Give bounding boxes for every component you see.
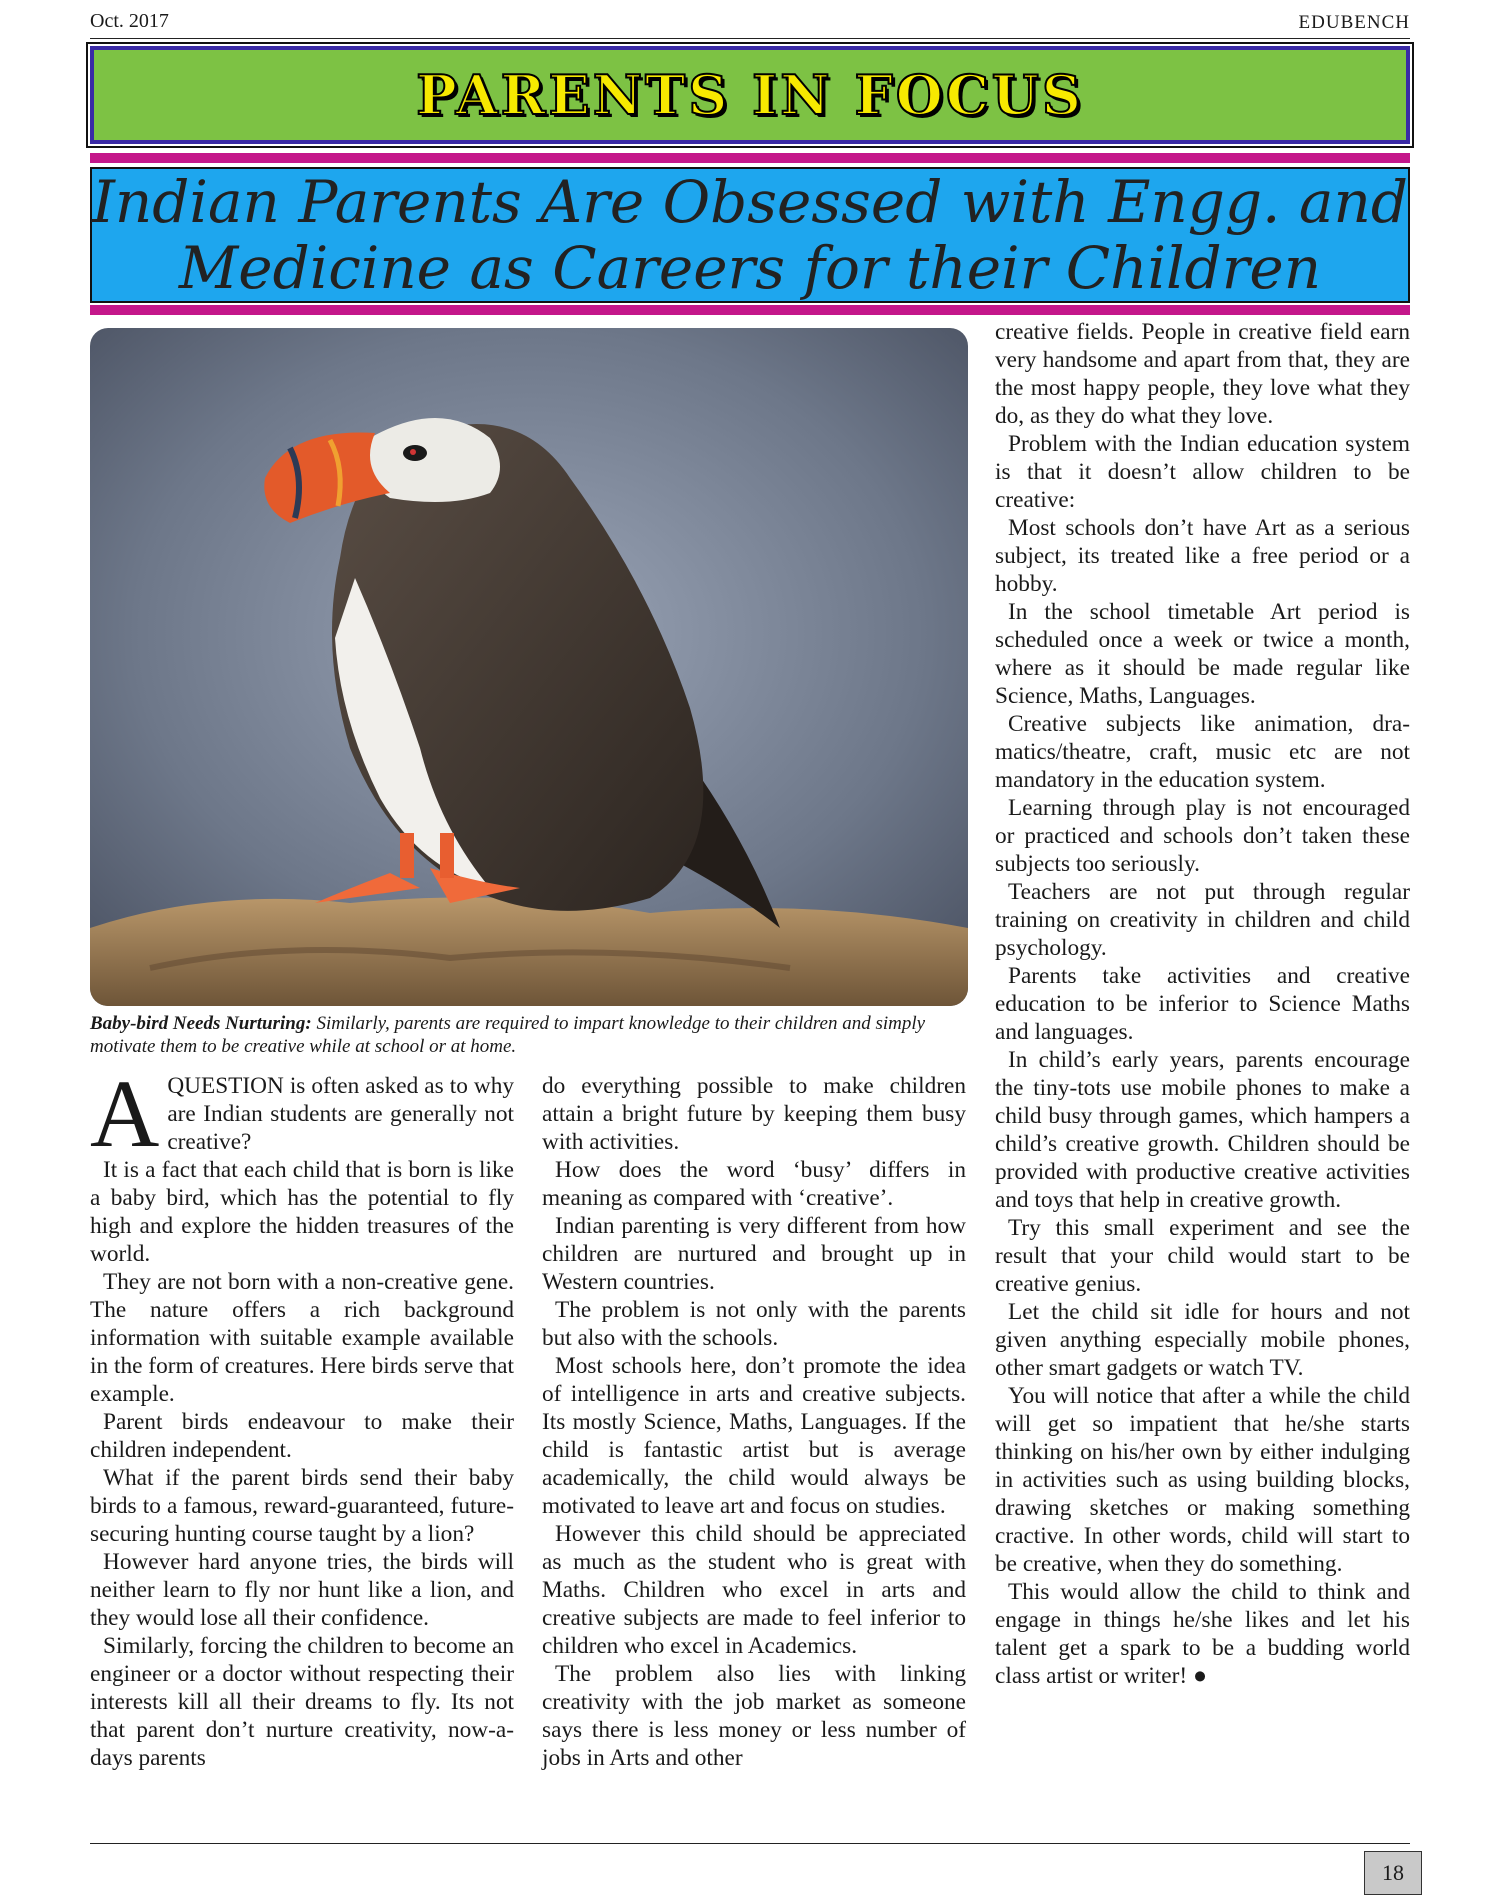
paragraph: This would allow the child to think and engage in things he/she likes and let his talent get a spark to be a budding world class artist or writer! ●	[995, 1579, 1410, 1689]
paragraph: They are not born with a non-creative gene. The nature offers a rich background information with suitable example available in the form of creatures. Here birds serve that example.	[90, 1269, 514, 1407]
paragraph: It is a fact that each child that is born is like a baby bird, which has the potential to fly high and explore the hidden treasures of the world.	[90, 1157, 514, 1267]
caption-lead: Baby-bird Needs Nurturing:	[90, 1013, 312, 1034]
paragraph: do everything possible to make children attain a bright future by keeping them busy with activities.	[542, 1073, 966, 1155]
caption-text: Similarly, parents are required to impart knowledge to their children and simply motivate them to be creative while at school or at home.	[90, 1013, 926, 1057]
headline-box	[90, 167, 1410, 303]
puffin-photo	[90, 328, 968, 1006]
article-column-2	[542, 1072, 966, 1772]
issue-date: Oct. 2017	[90, 10, 169, 32]
section-title: PARENTS IN FOCUS	[416, 63, 1084, 127]
paragraph: In child’s early years, parents encourage the tiny-tots use mobile phones to make a child busy through games, which hampers a child’s creative growth. Children should be provided with productive creative activities and toys that help in creative growth.	[995, 1047, 1410, 1213]
paragraph: Try this small experiment and see the result that your child would start to be creative genius.	[995, 1215, 1410, 1297]
photo-caption	[90, 1012, 970, 1058]
article-column-3	[995, 318, 1410, 1690]
paragraph: Let the child sit idle for hours and not given anything especially mobile phones, other smart gadgets or watch TV.	[995, 1299, 1410, 1381]
paragraph: creative fields. People in creative field earn very handsome and apart from that, they are the most happy people, they love what they do, as they do what they love.	[995, 319, 1410, 429]
paragraph: Learning through play is not encouraged or practiced and schools don’t taken these subjects too seriously.	[995, 795, 1410, 877]
paragraph: Creative subjects like animation, dramatics/theatre, craft, music etc are not mandatory in the education system.	[995, 711, 1410, 793]
paragraph: In the school timetable Art period is scheduled once a week or twice a month, where as it should be made regular like Science, Maths, Languages.	[995, 599, 1410, 709]
paragraph: You will notice that after a while the child will get so impatient that he/she starts thinking on his/her own by either indulging in activities such as using building blocks, drawing sketches or making something cractive. In other words, child will start to be creative, when they do something.	[995, 1383, 1410, 1577]
paragraph: However hard anyone tries, the birds will neither learn to fly nor hunt like a lion, and they would lose all their confidence.	[90, 1549, 514, 1631]
footer-divider	[90, 1843, 1410, 1844]
paragraph: Parent birds endeavour to make their children independent.	[90, 1409, 514, 1463]
publication-name: EDUBENCH	[1298, 12, 1410, 33]
paragraph: The problem is not only with the parents but also with the schools.	[542, 1297, 966, 1351]
paragraph: Most schools here, don’t promote the idea of intelligence in arts and creative subjects. Its mostly Science, Maths, Languages. If the child is fantastic artist but is average academically, the child would always be motivated to leave art and focus on studies.	[542, 1353, 966, 1519]
section-banner	[90, 46, 1410, 144]
paragraph: Indian parenting is very different from how children are nurtured and brought up in Western countries.	[542, 1213, 966, 1295]
header-divider	[90, 38, 1410, 39]
drop-cap: A	[90, 1060, 160, 1167]
paragraph: Teachers are not put through regular training on creativity in children and child psychology.	[995, 879, 1410, 961]
paragraph: The problem also lies with linking creativity with the job market as someone says there is less money or less number of jobs in Arts and other	[542, 1661, 966, 1771]
paragraph: Parents take activities and creative education to be inferior to Science Maths and languages.	[995, 963, 1410, 1045]
article-column-1	[90, 1060, 514, 1772]
magenta-rule-top	[90, 153, 1410, 163]
paragraph: Problem with the Indian education system is that it doesn’t allow children to be creative:	[995, 431, 1410, 513]
paragraph: Most schools don’t have Art as a serious subject, its treated like a free period or a hobby.	[995, 515, 1410, 597]
paragraph: What if the parent birds send their baby birds to a famous, reward-guaranteed, future-securing hunting course taught by a lion?	[90, 1465, 514, 1547]
paragraph: QUESTION is often asked as to why are Indian students are generally not creative?	[167, 1073, 514, 1155]
paragraph: How does the word ‘busy’ differs in meaning as compared with ‘creative’.	[542, 1157, 966, 1211]
paragraph: However this child should be appreciated as much as the student who is great with Maths. Children who excel in arts and creative subjects are made to feel inferior to children who excel in Academics.	[542, 1521, 966, 1659]
magenta-rule-bottom	[90, 305, 1410, 315]
page-number: 18	[1364, 1851, 1422, 1895]
paragraph: Similarly, forcing the children to become an engineer or a doctor without respecting their interests kill all their dreams to fly. Its not that parent don’t nurture creativity, now-a-days parents	[90, 1633, 514, 1771]
headline-line-2: Medicine as Careers for their Children	[178, 234, 1322, 302]
headline-line-1: Indian Parents Are Obsessed with Engg. and	[92, 168, 1408, 236]
